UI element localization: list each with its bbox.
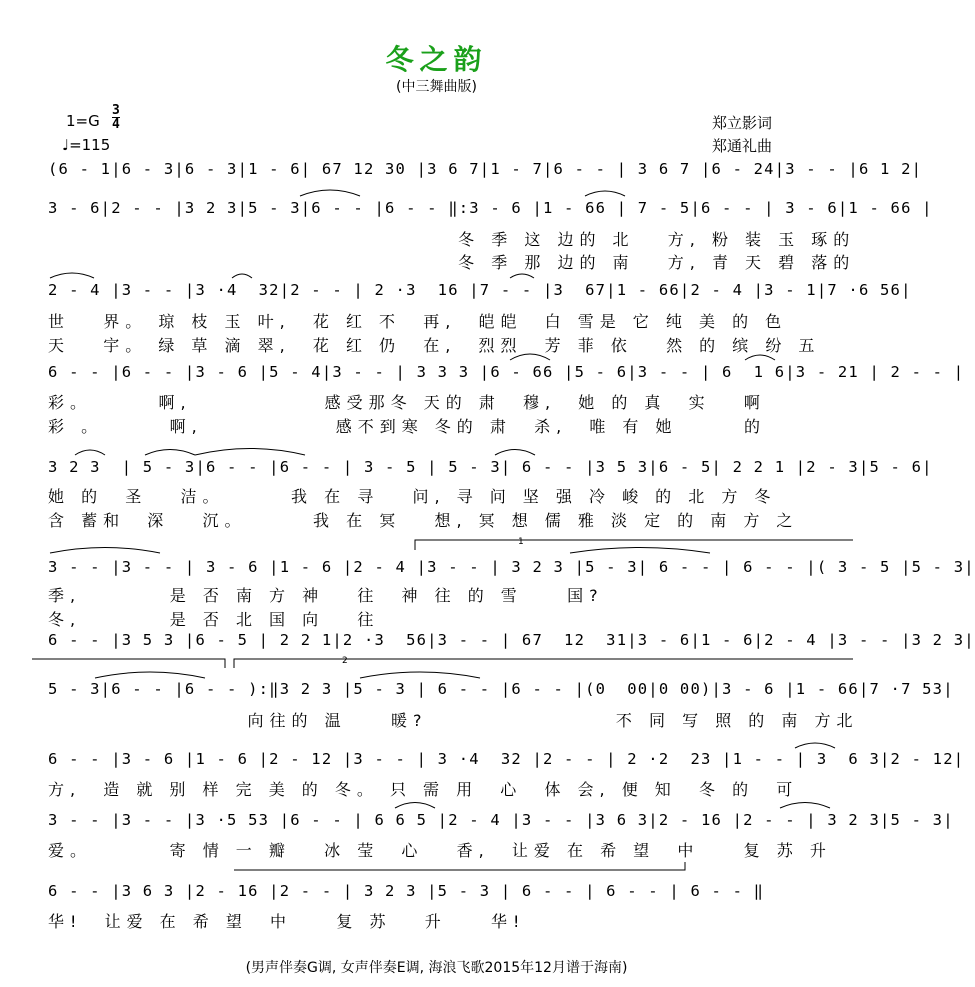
score-line-1-notes: (6 - 1|6 - 3|6 - 3|1 - 6| 67 12 30 |3 6 7|1 - 7|6 - - | 3 6 7 |6 - 24|3 - - |6 1 2|: [48, 160, 923, 178]
score-line-3-notes: 2 - 4 |3 - - |3 ·4 32|2 - - | 2 ·3 16 |7 - - |3 67|1 - 66|2 - 4 |3 - 1|7 ·6 56|: [48, 281, 912, 299]
score-line-4-notes: 6 - - |6 - - |3 - 6 |5 - 4|3 - - | 3 3 3 |6 - 66 |5 - 6|3 - - | 6 1 6|3 - 21 | 2 - - |: [48, 363, 965, 381]
score-line-4-lyric-1: 彩。 啊, 感受那冬 天的 肃 穆, 她 的 真 实 啊: [48, 393, 766, 412]
song-title: 冬之韵: [385, 43, 488, 76]
footer-note: (男声伴奏G调, 女声伴奏E调, 海浪飞歌2015年12月谱于海南): [245, 960, 628, 976]
score-line-4-lyric-2: 彩 。 啊, 感不到寒 冬的 肃 杀, 唯 有 她 的: [48, 417, 767, 436]
score-line-6-lyric-1: 季, 是 否 南 方 神 往 神 往 的 雪 国?: [48, 586, 604, 605]
score-line-10-lyric: 爱。 寄 情 一 瓣 冰 莹 心 香, 让爱 在 希 望 中 复 苏 升: [48, 841, 832, 860]
composer-credit: 郑通礼曲: [712, 137, 773, 155]
score-line-5-notes: 3 2 3 | 5 - 3|6 - - |6 - - | 3 - 5 | 5 - 3| 6 - - |3 5 3|6 - 5| 2 2 1 |2 - 3|5 - 6|: [48, 458, 933, 476]
volta-bracket-2: [32, 659, 965, 870]
tempo-marking: ♩=115: [62, 136, 111, 154]
volta-1-label: 1: [518, 537, 524, 547]
score-line-11-notes: 6 - - |3 6 3 |2 - 16 |2 - - | 3 2 3 |5 - 3 | 6 - - | 6 - - | 6 - - ‖: [48, 882, 765, 900]
score-line-8-notes: 5 - 3|6 - - |6 - - ):‖3 2 3 |5 - 3 | 6 - - |6 - - |(0 00|0 00)|3 - 6 |1 - 66|7 ·7 53|: [48, 680, 954, 698]
score-line-2-notes: 3 - 6|2 - - |3 2 3|5 - 3|6 - - |6 - - ‖:3 - 6 |1 - 66 | 7 - 5|6 - - | 3 - 6|1 - 66 |: [48, 199, 933, 217]
score-line-3-lyric-2: 天 宇。 绿 草 滴 翠, 花 红 仍 在, 烈烈 芳 菲 依 然 的 缤 纷 五: [48, 336, 821, 355]
score-line-9-lyric: 方, 造 就 别 样 完 美 的 冬。 只 需 用 心 体 会, 便 知 冬 的 可: [48, 780, 799, 799]
slur-marks: [50, 190, 835, 808]
score-line-2-lyric-2: 冬 季 那 边的 南 方, 青 天 碧 落的: [48, 253, 856, 272]
score-line-5-lyric-2: 含 蓄和 深 沉。 我 在 冥 想, 冥 想 儒 雅 淡 定 的 南 方 之: [48, 511, 799, 530]
time-signature-top: 3: [112, 103, 120, 118]
score-line-5-lyric-1: 她 的 圣 洁。 我 在 寻 问, 寻 问 坚 强 冷 峻 的 北 方 冬: [48, 487, 777, 506]
volta-bracket-1: [415, 540, 853, 550]
song-subtitle: (中三舞曲版): [396, 79, 477, 95]
volta-2-label: 2: [342, 656, 348, 666]
score-line-8-lyric: 向往的 温 暖? 不 同 写 照 的 南 方北: [48, 711, 859, 730]
time-signature-bottom: 4: [112, 117, 120, 132]
score-line-10-notes: 3 - - |3 - - |3 ·5 53 |6 - - | 6 6 5 |2 - 4 |3 - - |3 6 3|2 - 16 |2 - - | 3 2 3|5 - 3|: [48, 811, 954, 829]
key-signature: 1=G: [66, 112, 100, 130]
score-line-6-lyric-2: 冬, 是 否 北 国 向 往: [48, 610, 380, 629]
score-line-3-lyric-1: 世 界。 琼 枝 玉 叶, 花 红 不 再, 皑皑 白 雪是 它 纯 美 的 色: [48, 312, 788, 331]
score-line-11-lyric: 华! 让爱 在 希 望 中 复 苏 升 华!: [48, 912, 526, 931]
score-line-2-lyric-1: 冬 季 这 边的 北 方, 粉 装 玉 琢的: [48, 230, 856, 249]
score-line-6-notes: 3 - - |3 - - | 3 - 6 |1 - 6 |2 - 4 |3 - - | 3 2 3 |5 - 3| 6 - - | 6 - - |( 3 - 5 |5 - 3|: [48, 558, 975, 576]
score-line-7-notes: 6 - - |3 5 3 |6 - 5 | 2 2 1|2 ·3 56|3 - - | 67 12 31|3 - 6|1 - 6|2 - 4 |3 - - |3 2 3|: [48, 631, 975, 649]
score-line-9-notes: 6 - - |3 - 6 |1 - 6 |2 - 12 |3 - - | 3 ·4 32 |2 - - | 2 ·2 23 |1 - - | 3 6 3|2 - 12|: [48, 750, 965, 768]
lyricist-credit: 郑立影词: [712, 114, 773, 132]
